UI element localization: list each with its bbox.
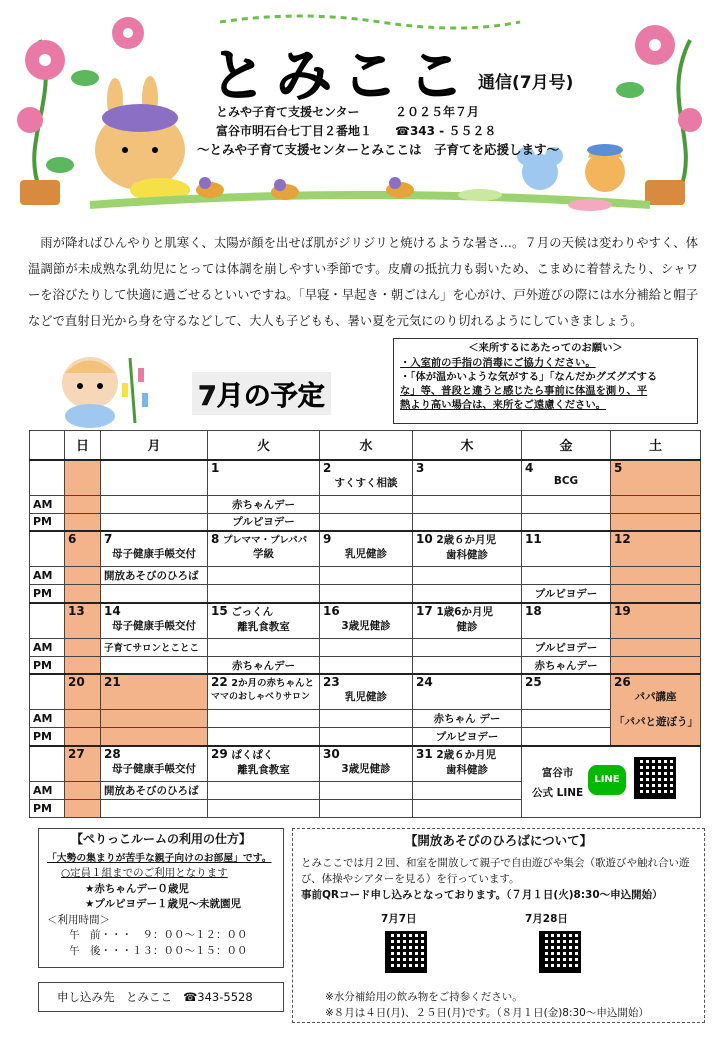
line-label: 富谷市 [541, 766, 574, 779]
event-label: 開放あそびのひろば [101, 781, 208, 799]
notice-title: ＜来所するにあたってのお願い＞ [468, 342, 623, 354]
berry-line: ○定員１組までのご利用となります [61, 867, 228, 879]
am-label: AM [30, 638, 65, 656]
week-row [30, 531, 701, 567]
event-label: 母子健康手帳交付 [112, 619, 196, 632]
pm-row [30, 656, 701, 674]
date-number: 15 [211, 603, 228, 618]
issue-date: ２０２５年７月 [395, 105, 480, 119]
am-label: AM [30, 495, 65, 513]
hiroba-text: 事前QRコード申し込みとなっております。（７月１日(火)8:30～申込開始） [301, 889, 663, 901]
corner-cell [30, 431, 65, 460]
date-number: 26 [614, 675, 631, 690]
berry-line: 午 前・・・ ９：００～１２：００ [69, 929, 248, 941]
date-number: 27 [68, 746, 85, 761]
date-number: 2 [323, 460, 332, 475]
event-label: BCG [553, 474, 579, 487]
date-number: 21 [104, 675, 121, 690]
berry-line: 「大勢の集まりが苦手な親子向けのお部屋」です。 [47, 852, 272, 864]
hiroba-text: とみここでは月２回、和室を開放して親子で自由遊びや集会（歌遊びや触れ合い遊び、体操やシアターを見る）を行っています。 [301, 857, 690, 885]
date-number: 28 [104, 746, 121, 761]
day-cell [208, 746, 320, 782]
org-name: とみや子育て支援センター [216, 105, 360, 119]
pm-label: PM [30, 656, 65, 674]
day-cell [65, 746, 101, 782]
day-cell [611, 531, 701, 567]
date-number: 23 [323, 675, 340, 690]
day-cell [611, 460, 701, 496]
event-label: 「パパと遊ぼう」 [614, 716, 698, 729]
berry-line: 午 後・・・１３：００～１５：００ [69, 944, 248, 957]
event-label: 離乳食教室 [237, 620, 290, 633]
date-number: 17 [416, 603, 433, 618]
day-cell [413, 460, 522, 496]
date-number: 11 [525, 532, 542, 547]
am-label: AM [30, 567, 65, 585]
event-label: プルピヨデー [522, 585, 611, 603]
event-label: 母子健康手帳交付 [112, 548, 196, 561]
day-cell [611, 674, 701, 746]
day-cell [611, 603, 701, 639]
event-label: 学級 [253, 548, 274, 561]
day-cell [208, 603, 320, 639]
day-cell [320, 603, 413, 639]
intro-text: 雨が降ればひんやりと肌寒く、太陽が顔を出せば肌がジリジリと焼けるような暑さ…。７月の天候は変わりやすく、体温調節が未成熟な乳幼児にとっては体調を崩しやすい季節です。皮膚の抵抗力も弱いため、こまめに着替えたり、シャワーを浴びたりして快適に過ごせるといいですね。「早寝・早起き・朝ごはん」を心がけ、戸外遊びの際には水分補給と帽子などで直射日光から身を守るなどして、大人も子どもも、暑い夏を元気にのり切れるようにしていきましょう。 [28, 236, 698, 328]
pm-row [30, 585, 701, 603]
event-label: ごっくん [231, 605, 274, 618]
event-label: 2歳６か月児 [436, 748, 497, 761]
pm-row [30, 513, 701, 531]
baby-tanabata-icon [50, 348, 170, 428]
hiroba-title: 【開放あそびのひろばについて】 [404, 833, 593, 848]
bug-character-icon [196, 177, 224, 198]
berry-room-info [38, 828, 284, 968]
day-cell [522, 674, 611, 710]
day-cell [65, 603, 101, 639]
flower-pot-icon [20, 180, 60, 205]
cat-character-icon [585, 144, 625, 192]
day-header: 日 [65, 431, 101, 460]
day-cell [65, 460, 101, 496]
event-label: 離乳食教室 [237, 763, 290, 776]
day-header: 土 [611, 431, 701, 460]
notice-line: ・入室前の手指の消毒にご協力ください。 [400, 357, 596, 369]
date-number: 29 [211, 746, 228, 761]
issue-label: 通信(7月号) [478, 73, 574, 93]
day-header: 月 [101, 431, 208, 460]
pm-label: PM [30, 585, 65, 603]
day-cell [101, 746, 208, 782]
berry-line: ★赤ちゃんデー０歳児 [85, 882, 189, 895]
day-cell [320, 531, 413, 567]
date-number: 1 [211, 460, 220, 475]
event-label: 赤ちゃんデー [208, 656, 320, 674]
date-number: 24 [416, 675, 433, 690]
event-label: すくすく相談 [334, 476, 398, 489]
date-number: 3 [416, 460, 425, 475]
hiroba-note: ※水分補給用の飲み物をご持参ください。 [325, 991, 523, 1003]
event-label: プルピヨデー [522, 638, 611, 656]
event-label: 開放あそびのひろば [101, 567, 208, 585]
day-cell [208, 531, 320, 567]
notice-line: な」等、普段と違うと感じたら事前に体温を測り、平 [400, 385, 648, 397]
day-cell [413, 746, 522, 782]
day-cell [208, 460, 320, 496]
day-cell [522, 531, 611, 567]
day-header: 火 [208, 431, 320, 460]
date-number: 9 [323, 532, 332, 547]
am-label: AM [30, 781, 65, 799]
berry-line: ★プルピヨデー１歳児～未就園児 [85, 898, 241, 910]
event-label: 歯科健診 [446, 549, 488, 562]
am-label: AM [30, 710, 65, 728]
date-number: 31 [416, 746, 433, 761]
day-cell [101, 603, 208, 639]
date-number: 13 [68, 603, 85, 618]
event-label: 1歳6か月児 [436, 605, 493, 618]
day-header: 木 [413, 431, 522, 460]
apply-phone: ☎343-5528 [182, 990, 253, 1004]
hiroba-date: 7月28日 [525, 913, 568, 925]
pm-label: PM [30, 728, 65, 746]
date-number: 20 [68, 675, 85, 690]
pm-label: PM [30, 799, 65, 817]
hiroba-note: ※８月は４日(月)、２５日(月)です。（８月１日(金)8:30～申込開始） [325, 1007, 649, 1019]
apply-contact [38, 982, 284, 1012]
event-label: プレママ・プレパパ [223, 535, 308, 547]
rabbit-character-icon [95, 76, 190, 202]
event-label: 3歳児健診 [341, 762, 391, 775]
event-label: ぱくぱく [231, 748, 274, 761]
line-label: 公式 LINE [532, 786, 584, 799]
day-cell [413, 531, 522, 567]
week-row [30, 674, 701, 710]
date-number: 30 [323, 746, 340, 761]
flower-pot-icon [645, 180, 685, 205]
date-number: 8 [211, 532, 220, 547]
day-cell [413, 603, 522, 639]
event-label: パパ講座 [634, 691, 677, 704]
july-calendar [29, 430, 700, 818]
date-number: 10 [416, 532, 433, 547]
day-cell [413, 674, 522, 710]
event-label: 乳児健診 [345, 691, 387, 704]
hiroba-qr-code-icon[interactable] [539, 931, 581, 973]
week-row [30, 603, 701, 639]
date-number: 18 [525, 603, 542, 618]
apply-label: 申し込み先 とみここ [57, 990, 172, 1004]
day-cell [320, 674, 413, 710]
address: 富谷市明石台七丁目２番地１ [216, 124, 373, 138]
date-number: 16 [323, 603, 340, 618]
pm-row [30, 728, 701, 746]
day-cell [320, 746, 413, 782]
date-number: 12 [614, 532, 631, 547]
event-label: 健診 [456, 620, 478, 633]
notice-line: ・「体が温かいような気がする」「なんだかグズグズする [400, 371, 658, 383]
event-label: 歯科健診 [446, 763, 488, 776]
am-row [30, 567, 701, 585]
visit-notice [393, 338, 698, 424]
berry-title: 【ぺりっこルームの利用の仕方】 [70, 832, 251, 846]
event-label: プルピヨデー [208, 513, 320, 531]
date-number: 5 [614, 460, 623, 475]
event-label: 2歳６か月児 [436, 534, 497, 547]
am-row [30, 710, 701, 728]
am-row [30, 495, 701, 513]
newsletter-title: とみここ [210, 44, 474, 109]
day-cell [522, 460, 611, 496]
event-label: ママのおしゃべりサロン [211, 692, 311, 703]
event-label: 2か月の赤ちゃんと [231, 678, 314, 690]
day-header: 水 [320, 431, 413, 460]
day-cell [65, 531, 101, 567]
bug-character-icon [271, 179, 299, 200]
date-number: 22 [211, 675, 228, 690]
date-number: 4 [525, 460, 534, 475]
date-number: 6 [68, 532, 77, 547]
day-cell [65, 674, 101, 710]
open-playground-info [292, 828, 705, 1023]
hiroba-qr-code-icon[interactable] [385, 931, 427, 973]
header [0, 0, 720, 215]
hiroba-date: 7月7日 [381, 913, 417, 925]
event-label: 赤ちゃん デー [413, 710, 522, 728]
event-label: 赤ちゃんデー [522, 656, 611, 674]
notice-line: 熱より高い場合は、来所をご遠慮ください。 [400, 399, 606, 411]
event-label: 子育てサロンとことこ [101, 638, 208, 656]
week-row [30, 460, 701, 496]
event-label: 3歳児健診 [341, 619, 391, 632]
event-label: 乳児健診 [345, 548, 387, 561]
schedule-title: 7月の予定 [192, 372, 331, 415]
line-official-cell [522, 746, 701, 818]
day-header: 金 [522, 431, 611, 460]
day-cell [522, 603, 611, 639]
date-number: 19 [614, 603, 631, 618]
am-row [30, 638, 701, 656]
phone: ☎343 - ５５２８ [395, 124, 497, 138]
day-cell [101, 460, 208, 496]
slogan: ～とみや子育て支援センターとみここは 子育てを応援します～ [197, 142, 560, 157]
pm-label: PM [30, 513, 65, 531]
event-label: 母子健康手帳交付 [112, 762, 196, 775]
day-cell [320, 460, 413, 496]
day-cell [208, 674, 320, 710]
calendar-header [30, 431, 701, 460]
date-number: 7 [104, 532, 113, 547]
berry-line: ＜利用時間＞ [47, 913, 110, 926]
date-number: 25 [525, 675, 542, 690]
event-label: プルピヨデー [413, 728, 522, 746]
week-row [30, 746, 701, 782]
line-logo-icon[interactable]: LINE [588, 765, 626, 795]
day-cell [101, 674, 208, 710]
bug-character-icon [386, 177, 414, 198]
line-qr-code-icon[interactable] [634, 757, 676, 799]
date-number: 14 [104, 603, 121, 618]
event-label: 赤ちゃんデー [208, 495, 320, 513]
day-cell [101, 531, 208, 567]
